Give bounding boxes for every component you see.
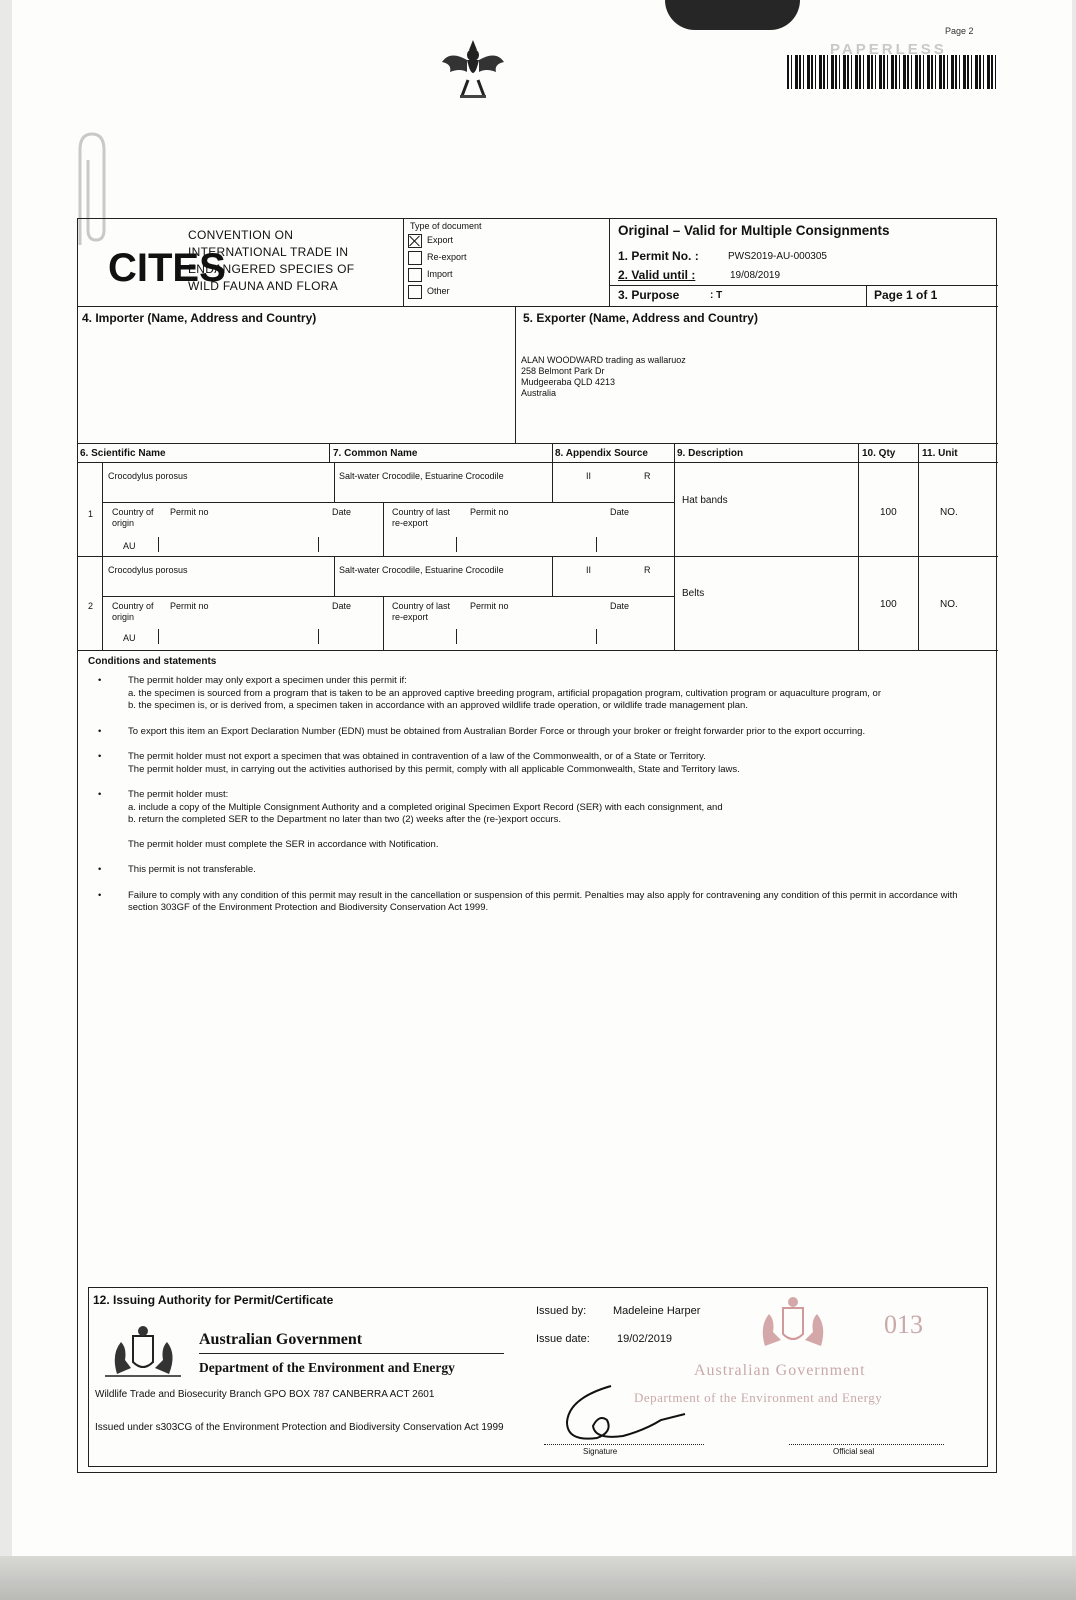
doctype-import-row[interactable] (408, 266, 608, 283)
seal-gov-name: Australian Government (694, 1362, 866, 1379)
authority-address: Wildlife Trade and Biosecurity Branch GPO BOX 787 CANBERRA ACT 2601 (95, 1389, 435, 1400)
country-origin-label: Country of origin (112, 601, 154, 622)
seal-number: 013 (884, 1310, 923, 1339)
permit-no-label: 1. Permit No. : (618, 249, 699, 263)
issue-date-label: Issue date: (536, 1333, 590, 1345)
qty: 100 (880, 599, 897, 610)
reexport-checkbox[interactable] (408, 251, 422, 265)
valid-until-value: 19/08/2019 (730, 270, 781, 281)
description: Belts (682, 588, 705, 599)
gov-name: Australian Government (199, 1331, 363, 1348)
condition-item (78, 751, 968, 776)
seal-department: Department of the Environment and Energy (634, 1390, 883, 1405)
source: R (644, 565, 651, 575)
signature-label: Signature (583, 1447, 618, 1456)
scan-shadow (665, 0, 800, 30)
common-name: Salt-water Crocodile, Estuarine Crocodile (339, 565, 504, 575)
cites-title (188, 227, 398, 295)
document-type-box (408, 221, 608, 300)
row-number: 2 (88, 601, 94, 611)
official-seal-label: Official seal (833, 1447, 875, 1456)
unit: NO. (940, 507, 958, 518)
import-checkbox[interactable] (408, 268, 422, 282)
importer-heading: 4. Importer (Name, Address and Country) (82, 311, 317, 325)
condition-text: Failure to comply with any condition of this permit may result in the cancellation or suspension of this permit. Penalties may also apply for contravening any condition of this permit in accordance with section 303GF of the Environment Protection and Biodiversity Conservation Act 1999. (128, 889, 958, 913)
doctype-label: Import (427, 269, 453, 279)
conditions-list (78, 675, 968, 928)
source: R (644, 471, 651, 481)
col-scientific: 6. Scientific Name (80, 448, 166, 459)
paperless-stamp: PAPERLESS (830, 41, 947, 58)
condition-sub: a. the specimen is sourced from a program that is taken to be an approved captive breeding program, artificial propagation program, cultivation program or aquaculture program, or (128, 687, 882, 699)
scientific-name: Crocodylus porosus (108, 565, 188, 575)
authority-heading: 12. Issuing Authority for Permit/Certificate (93, 1293, 334, 1307)
condition-text: The permit holder must: (128, 789, 229, 800)
coat-of-arms-icon (97, 1324, 189, 1382)
valid-until-label: 2. Valid until : (618, 268, 696, 282)
condition-sub: The permit holder must complete the SER in accordance with Notification. (128, 838, 439, 850)
other-checkbox[interactable] (408, 285, 422, 299)
exporter-line: ALAN WOODWARD trading as wallaruoz (521, 355, 686, 365)
col-appendix-source: 8. Appendix Source (555, 448, 648, 459)
date-label: Date (332, 601, 352, 611)
date-label: Date (610, 507, 630, 517)
issued-under: Issued under s303CG of the Environment Protection and Biodiversity Conservation Act 1999 (95, 1422, 504, 1433)
condition-item (78, 789, 968, 851)
department: Department of the Environment and Energy (199, 1360, 455, 1375)
doctype-other-row[interactable] (408, 283, 608, 300)
date-label: Date (332, 507, 352, 517)
doctype-export-row[interactable] (408, 232, 608, 249)
export-checkbox[interactable] (408, 234, 422, 248)
cites-title-line: INTERNATIONAL TRADE IN (188, 245, 349, 259)
description: Hat bands (682, 495, 728, 506)
condition-text: The permit holder may only export a specimen under this permit if: (128, 675, 407, 686)
permit-no-label: Permit no (170, 601, 209, 611)
condition-item (78, 726, 968, 739)
cites-title-line: CONVENTION ON (188, 228, 294, 242)
exporter-address (521, 355, 686, 399)
validity-title: Original – Valid for Multiple Consignments (618, 223, 890, 238)
exporter-heading: 5. Exporter (Name, Address and Country) (523, 311, 758, 325)
purpose-label: 3. Purpose (618, 288, 680, 302)
condition-sub: a. include a copy of the Multiple Consignment Authority and a completed original Specimen Export Record (SER) with each consignment, and (128, 801, 723, 813)
scientific-name: Crocodylus porosus (108, 471, 188, 481)
condition-sub: b. return the completed SER to the Department no later than two (2) weeks after the (re-)export occurs. (128, 814, 561, 825)
origin-value: AU (123, 633, 136, 643)
appendix: II (586, 471, 592, 481)
common-name: Salt-water Crocodile, Estuarine Crocodile (339, 471, 504, 481)
doctype-label: Export (427, 235, 454, 245)
signature (549, 1380, 689, 1450)
cites-logo-text: CITES (108, 246, 226, 290)
country-reexport-label: Country of last re-export (392, 601, 451, 622)
doctype-label: Re-export (427, 252, 467, 262)
condition-item (78, 675, 968, 713)
country-reexport-label: Country of last re-export (392, 507, 451, 528)
row-number: 1 (88, 509, 94, 519)
issued-by-label: Issued by: (536, 1305, 587, 1317)
cites-title-line: ENDANGERED SPECIES OF (188, 262, 355, 276)
scan-bottom-edge (0, 1556, 1076, 1600)
col-common: 7. Common Name (333, 448, 418, 459)
exporter-line: 258 Belmont Park Dr (521, 366, 605, 376)
document-type-label: Type of document (410, 221, 482, 231)
permit-no-label: Permit no (470, 601, 509, 611)
date-label: Date (610, 601, 630, 611)
condition-item (78, 890, 968, 915)
origin-value: AU (123, 541, 136, 551)
garuda-emblem-icon (438, 36, 508, 102)
page-of: Page 1 of 1 (874, 288, 938, 302)
issued-by-value: Madeleine Harper (613, 1305, 701, 1317)
barcode (787, 55, 999, 89)
page-tag: Page 2 (945, 26, 974, 36)
qty: 100 (880, 507, 897, 518)
issue-date-value: 19/02/2019 (617, 1333, 673, 1345)
appendix: II (586, 565, 592, 575)
condition-sub: b. the specimen is, or is derived from, a specimen taken in accordance with an approved wildlife trade operation, or wildlife trade management plan. (128, 700, 748, 711)
exporter-line: Australia (521, 388, 557, 398)
purpose-value: : T (710, 290, 723, 301)
condition-text: The permit holder must not export a specimen that was obtained in contravention of a law of the Commonwealth, or of a State or Territory. (128, 751, 706, 762)
permit-no-label: Permit no (170, 507, 209, 517)
condition-item (78, 864, 968, 877)
doctype-reexport-row[interactable] (408, 249, 608, 266)
country-origin-label: Country of origin (112, 507, 154, 528)
cites-title-line: WILD FAUNA AND FLORA (188, 279, 339, 293)
issuing-authority-box (88, 1287, 988, 1467)
exporter-line: Mudgeeraba QLD 4213 (521, 377, 616, 387)
col-description: 9. Description (677, 448, 744, 459)
cites-logo (106, 239, 226, 291)
col-unit: 11. Unit (922, 448, 958, 459)
doctype-label: Other (427, 286, 450, 296)
condition-text: This permit is not transferable. (128, 864, 256, 875)
condition-sub: The permit holder must, in carrying out the activities authorised by this permit, comply with all applicable Commonwealth, State and Territory laws. (128, 763, 740, 775)
seal-crest-icon (749, 1294, 837, 1356)
permit-no-label: Permit no (470, 507, 509, 517)
permit-no-value: PWS2019-AU-000305 (728, 251, 827, 262)
conditions-heading: Conditions and statements (88, 656, 217, 667)
unit: NO. (940, 599, 958, 610)
col-qty: 10. Qty (862, 448, 896, 459)
permit-form (77, 218, 997, 1473)
condition-text: To export this item an Export Declaration Number (EDN) must be obtained from Australian Border Force or through your broker or freight forwarder prior to the export occurring. (128, 725, 866, 737)
